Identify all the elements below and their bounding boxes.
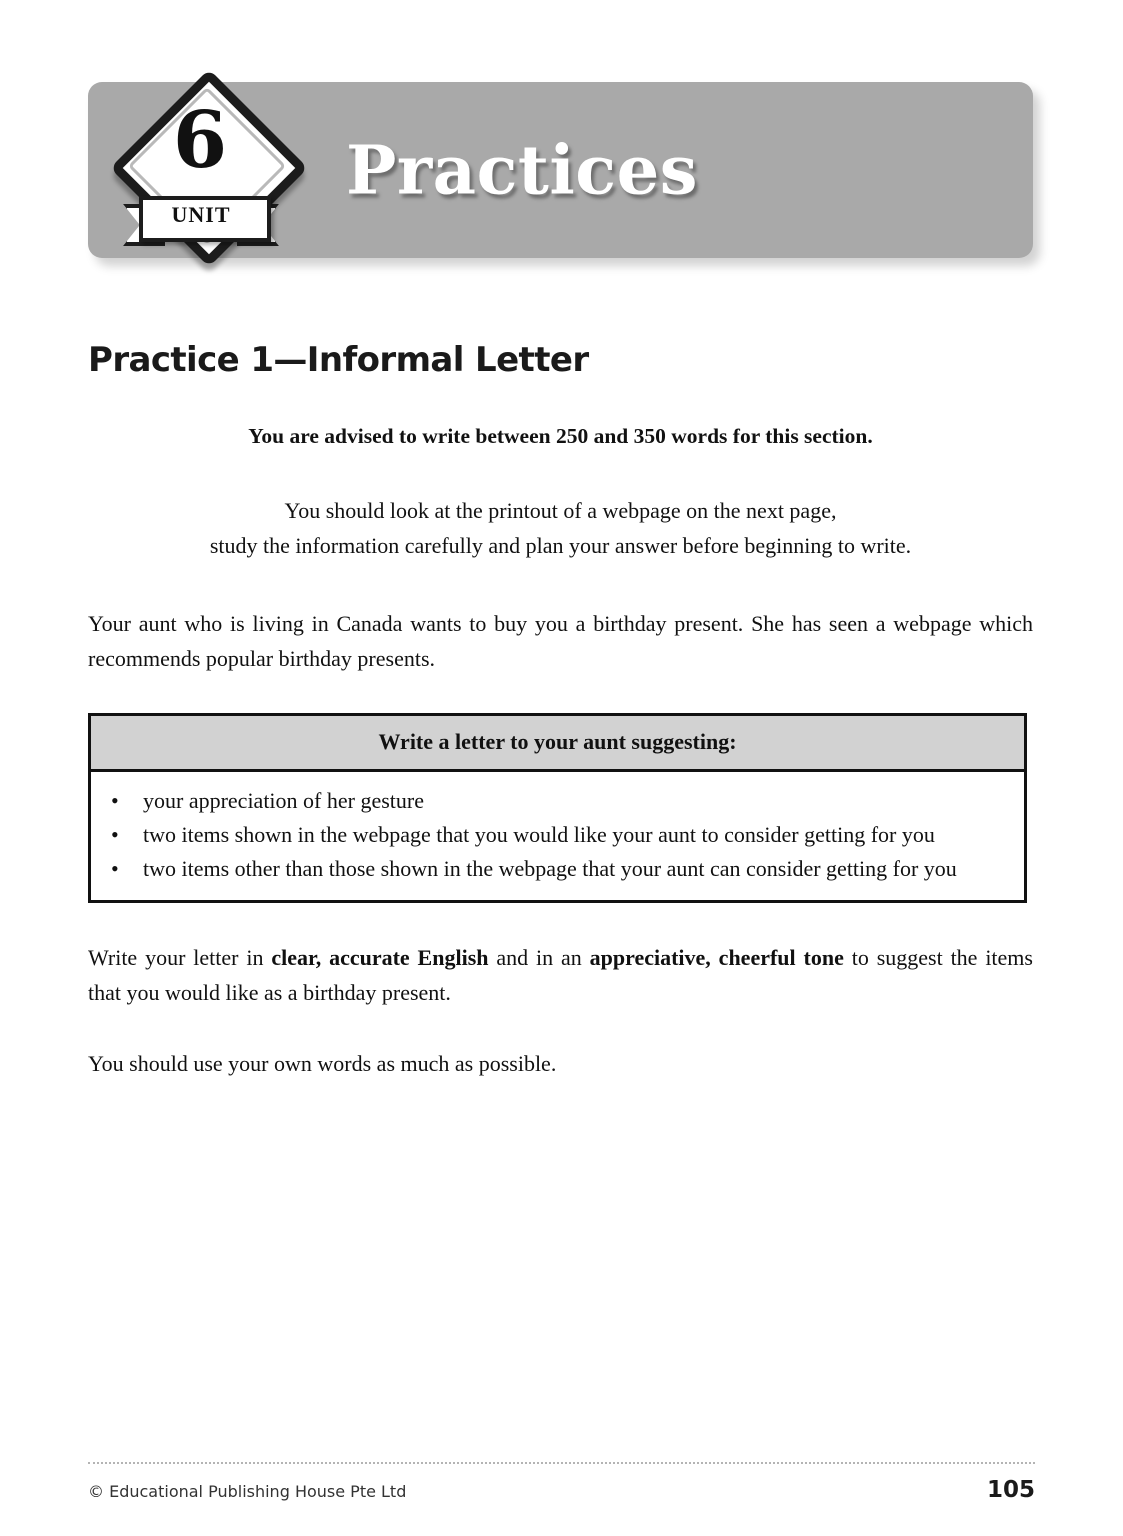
footer-row [88,1477,1035,1503]
page-footer [88,1462,1035,1503]
list-item-text: two items shown in the webpage that you would like your aunt to consider getting for you [143,821,935,847]
footer-copyright: © Educational Publishing House Pte Ltd [88,1482,407,1501]
tone-bold-english: clear, accurate English [271,945,489,971]
list-item-text: two items other than those shown in the webpage that your aunt can consider getting for you [143,856,957,882]
section-heading: Practice 1—Informal Letter [88,340,589,380]
tone-bold-cheerful: appreciative, cheerful tone [589,945,844,971]
list-item [91,852,1024,886]
scenario-paragraph: Your aunt who is living in Canada wants to buy you a birthday present. She has seen a webpage which recommends popular birthday presents. [88,611,1033,672]
list-item-text: your appreciation of her gesture [143,787,424,813]
tone-paragraph [88,941,1033,1011]
footer-divider [88,1462,1035,1464]
tone-text-part3: to suggest the items that you would like as a birthday present. [88,945,1033,1005]
footer-page-number: 105 [986,1477,1035,1503]
badge-unit-number: 6 [172,95,228,186]
list-item [91,818,1024,852]
bullet-icon: • [111,787,119,813]
unit-header-banner [88,82,1033,258]
tone-text-part1: Write your letter in [88,945,272,971]
main-content [88,340,1033,1117]
word-count-advice: You are advised to write between 250 and 350 words for this section. [248,424,873,448]
instruction-line-2: study the information carefully and plan your answer before beginning to write. [209,533,912,559]
own-words-paragraph: You should use your own words as much as possible. [88,1050,557,1076]
instruction-block [88,493,1033,563]
task-box-header: Write a letter to your aunt suggesting: [91,716,1024,772]
bullet-icon: • [111,821,119,847]
badge-unit-label: UNIT [171,202,231,227]
bullet-icon: • [111,856,119,882]
list-item [91,784,1024,818]
page-title: Practices [346,130,698,210]
instruction-line-1: You should look at the printout of a webpage on the next page, [284,498,837,523]
tone-text-part2: and in an [488,945,590,971]
unit-badge [113,78,299,264]
task-list [91,784,1024,886]
task-box [88,713,1027,903]
task-box-body [91,772,1024,900]
badge-ribbon-icon [123,196,279,238]
